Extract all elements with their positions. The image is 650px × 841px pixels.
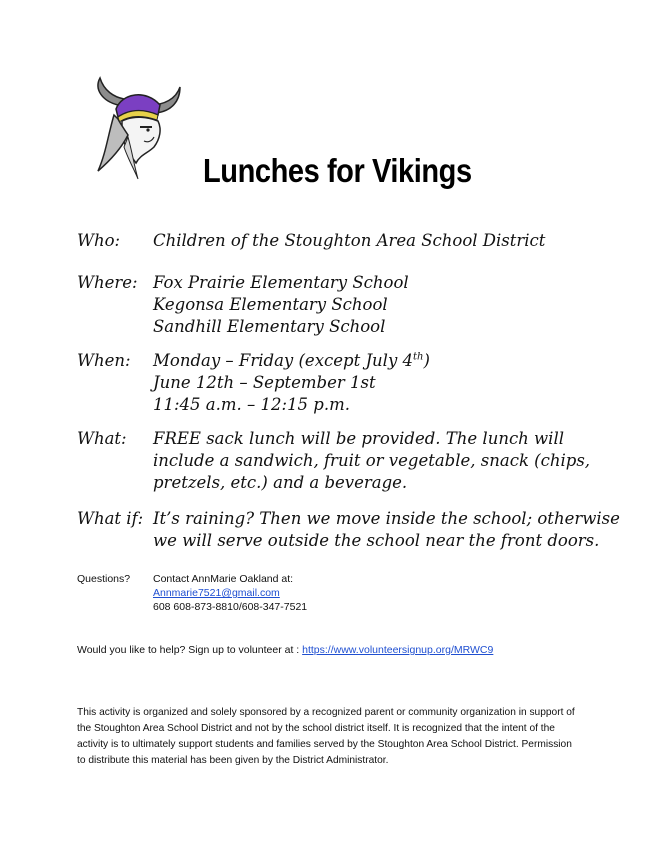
page-title: Lunches for Vikings (203, 152, 472, 189)
what-line-3: pretzels, etc.) and a beverage. (153, 473, 408, 492)
when-label: When: (77, 351, 131, 370)
viking-horn-left (98, 78, 124, 105)
who-line: Children of the Stoughton Area School District (153, 231, 546, 250)
whatif-label: What if: (77, 509, 144, 528)
when-line-2: June 12th – September 1st (153, 373, 376, 392)
contact-text: Contact AnnMarie Oakland at: (153, 573, 294, 585)
phone-numbers: 608 608-873-8810/608-347-7521 (153, 601, 308, 613)
volunteer-text: Would you like to help? Sign up to volunteer at : (77, 644, 303, 656)
what-line-2: include a sandwich, fruit or vegetable, snack (chips, (153, 451, 591, 470)
what-line-1: FREE sack lunch will be provided. The lunch will (153, 429, 565, 448)
whatif-line-1: It’s raining? Then we move inside the school; otherwise (153, 509, 620, 528)
disclaimer-text: This activity is organized and solely sponsored by a recognized parent or community organization in support of the Stoughton Area School District and not by the school district itself. It is recognized that the intent of the activity is to ultimately support students and families served by the Stoughton Area School District. Permission to distribute this material has been given by the District Administrator. (77, 707, 575, 766)
volunteer-line (77, 643, 493, 657)
who-label: Who: (77, 231, 121, 250)
where-line-3: Sandhill Elementary School (153, 317, 386, 336)
where-line-1: Fox Prairie Elementary School (153, 273, 409, 292)
whatif-line-2: we will serve outside the school near the front doors. (153, 531, 600, 550)
where-label: Where: (77, 273, 138, 292)
viking-logo-icon (88, 75, 188, 181)
where-line-2: Kegonsa Elementary School (153, 295, 388, 314)
when-line-3: 11:45 a.m. – 12:15 p.m. (153, 395, 351, 414)
email-link[interactable]: Annmarie7521@gmail.com (153, 587, 280, 599)
what-label: What: (77, 429, 127, 448)
when-line-1: Monday – Friday (except July 4th) (153, 351, 430, 370)
volunteer-link[interactable]: https://www.volunteersignup.org/MRWC9 (302, 644, 494, 656)
questions-label: Questions? (77, 573, 131, 585)
